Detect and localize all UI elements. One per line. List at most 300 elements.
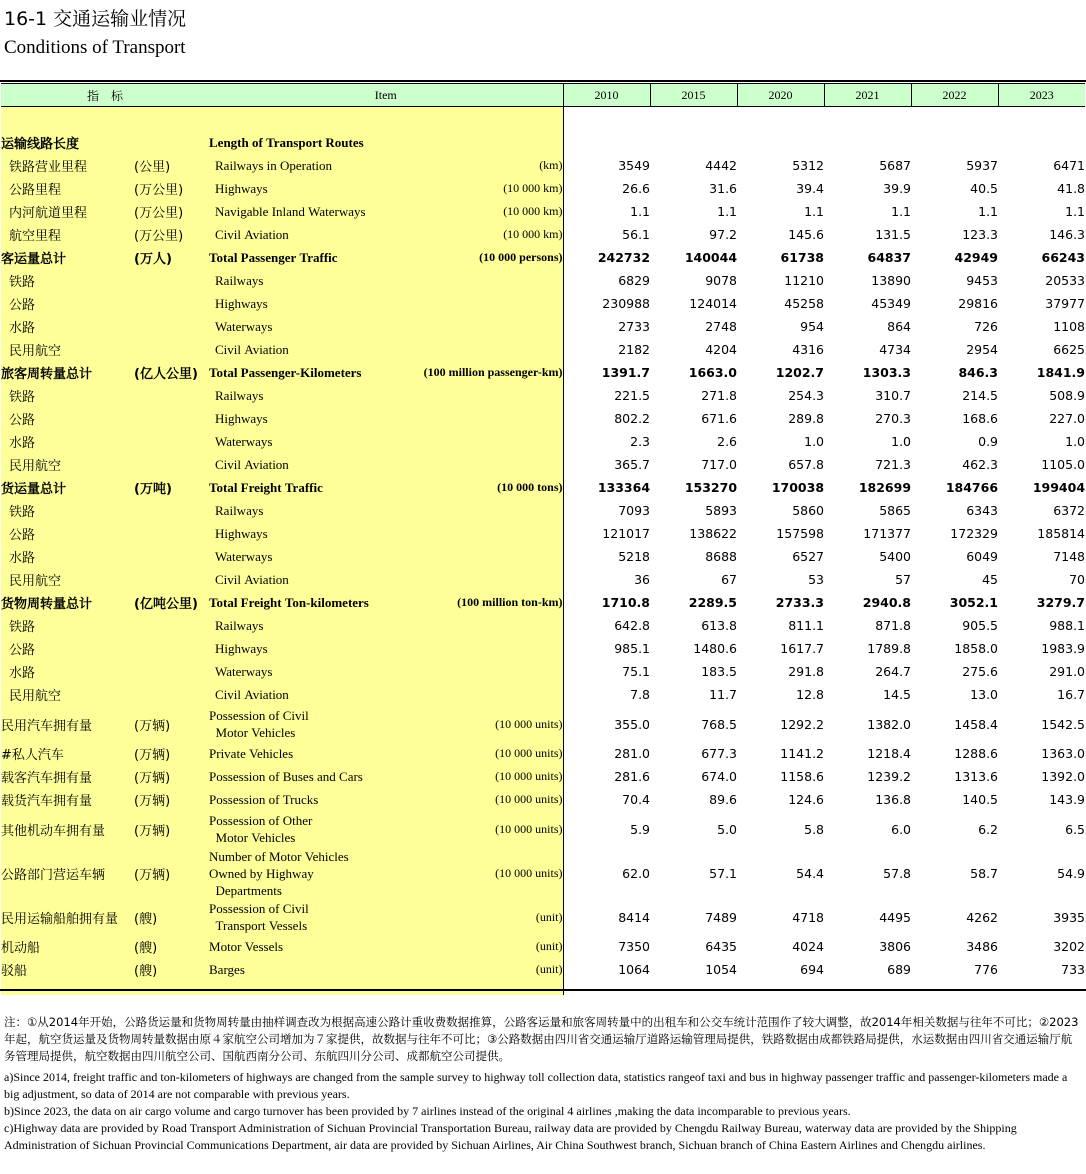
data-cell: 1789.8 [867,641,912,656]
table-row [1,899,1085,935]
data-cell: 1303.3 [862,365,912,380]
data-cell: 16.7 [1057,687,1086,702]
item-name-cn: 民用航空 [1,568,134,591]
header-year: 2023 [998,84,1085,107]
data-cell: 733 [1061,962,1086,977]
data-cell: 146.3 [1049,227,1086,242]
item-unit-cn: (艘) [134,935,209,958]
data-cell: 171377 [863,526,912,541]
item-name-en: Railways in Operation [209,154,405,177]
data-cell: 1.1 [804,204,825,219]
item-unit-cn: (万辆) [134,765,209,788]
table-row [1,591,1085,614]
item-name-cn: #私人汽车 [1,742,134,765]
item-name-cn: 铁路营业里程 [1,154,134,177]
item-unit-cn [134,568,209,591]
item-unit-cn: (艘) [134,899,209,935]
item-unit-en [405,407,563,430]
data-cell: 57.8 [883,865,912,881]
data-cell: 7.8 [630,687,651,702]
item-name-cn: 其他机动车拥有量 [1,811,134,847]
data-cell: 988.1 [1049,618,1086,633]
table-row [1,154,1085,177]
data-cell: 5860 [792,503,825,518]
data-cell: 4204 [705,342,738,357]
item-name-cn: 内河航道里程 [1,200,134,223]
item-name-cn: 民用航空 [1,453,134,476]
data-cell: 5937 [966,158,999,173]
data-cell: 123.3 [962,227,999,242]
item-unit-cn [134,407,209,430]
data-cell: 3486 [966,939,999,954]
item-name-cn: 驳船 [1,958,134,981]
data-cell: 45 [982,572,999,587]
data-cell: 42949 [954,250,999,265]
item-unit-cn: (艘) [134,958,209,981]
item-name-cn: 铁路 [1,269,134,292]
item-unit-en [405,637,563,660]
data-cell: 9078 [705,273,738,288]
item-name-en: Railways [209,269,405,292]
data-cell: 1054 [705,962,738,977]
data-cell: 462.3 [962,457,999,472]
item-name-cn: 公路 [1,522,134,545]
table-row [1,811,1085,847]
data-cell [911,131,998,154]
data-cell: 726 [974,319,999,334]
data-cell: 1382.0 [867,716,912,732]
table-row [1,706,1085,742]
item-unit-cn: (万辆) [134,847,209,899]
data-cell: 1663.0 [688,365,738,380]
item-unit-cn [134,430,209,453]
data-cell: 182699 [858,480,912,495]
data-cell: 2748 [705,319,738,334]
item-unit-cn: (万辆) [134,706,209,742]
item-name-cn: 运输线路长度 [1,131,134,154]
data-cell: 140044 [684,250,738,265]
item-name-cn: 民用运输船舶拥有量 [1,899,134,935]
bottom-rule [0,989,1086,991]
data-cell: 717.0 [701,457,738,472]
item-unit-cn [134,522,209,545]
data-cell: 140.5 [962,792,999,807]
item-name-en: Highways [209,522,405,545]
transport-table [1,83,1085,995]
item-name-en: Total Passenger Traffic [209,246,405,269]
table-row [1,765,1085,788]
data-cell: 5687 [879,158,912,173]
item-name-en: Civil Aviation [209,453,405,476]
item-unit-en: (unit) [405,958,563,981]
item-name-en: Number of Motor Vehicles Owned by Highway Departments [209,847,405,899]
item-name-cn: 水路 [1,315,134,338]
table-row [1,568,1085,591]
table-row [1,200,1085,223]
data-cell: 6.0 [891,821,912,837]
data-cell: 185814 [1037,526,1086,541]
item-name-en: Railways [209,384,405,407]
page-title-cn: 16-1 交通运输业情况 [4,8,187,30]
item-unit-en [405,499,563,522]
item-name-en: Private Vehicles [209,742,405,765]
table-row [1,742,1085,765]
table-row [1,315,1085,338]
data-cell: 768.5 [701,716,738,732]
data-cell: 37977 [1045,296,1086,311]
data-cell: 133364 [597,480,651,495]
data-cell: 11210 [784,273,825,288]
item-unit-cn [134,453,209,476]
data-cell: 6435 [705,939,738,954]
table-body [1,107,1085,996]
item-name-cn: 铁路 [1,499,134,522]
item-unit-en: (unit) [405,899,563,935]
item-name-cn: 民用航空 [1,683,134,706]
data-cell: 270.3 [875,411,912,426]
spacer-row [1,107,1085,132]
item-unit-en: (unit) [405,935,563,958]
item-unit-en: (10 000 units) [405,765,563,788]
item-name-en: Total Freight Ton-kilometers [209,591,405,614]
data-cell: 89.6 [709,792,738,807]
item-unit-en [405,522,563,545]
item-name-en: Barges [209,958,405,981]
header-year: 2015 [650,84,737,107]
table-row [1,384,1085,407]
data-cell: 3202 [1053,939,1086,954]
item-name-en: Civil Aviation [209,223,405,246]
table-row [1,637,1085,660]
table-row [1,788,1085,811]
data-cell: 29816 [958,296,999,311]
data-cell: 153270 [684,480,738,495]
item-name-en: Waterways [209,545,405,568]
data-cell: 954 [800,319,825,334]
data-cell: 143.9 [1049,792,1086,807]
table-row [1,269,1085,292]
data-cell: 1983.9 [1041,641,1086,656]
item-unit-en: (10 000 units) [405,811,563,847]
data-cell: 1.1 [630,204,651,219]
item-unit-cn: (亿人公里) [134,361,209,384]
table-row [1,614,1085,637]
item-unit-cn: (万人) [134,246,209,269]
data-cell: 168.6 [962,411,999,426]
data-cell: 289.8 [788,411,825,426]
data-cell: 905.5 [962,618,999,633]
item-unit-en [405,453,563,476]
data-cell: 1480.6 [693,641,738,656]
table-row [1,847,1085,899]
data-cell: 145.6 [788,227,825,242]
data-cell: 2733 [618,319,651,334]
data-cell: 4316 [792,342,825,357]
data-cell: 1.1 [978,204,999,219]
table-row [1,683,1085,706]
item-name-cn: 水路 [1,545,134,568]
item-unit-en [405,683,563,706]
data-cell: 26.6 [622,181,651,196]
table-row [1,338,1085,361]
item-unit-en: (10 000 km) [405,223,563,246]
item-unit-cn: (万辆) [134,811,209,847]
data-cell: 1617.7 [780,641,825,656]
data-cell: 12.8 [796,687,825,702]
data-cell: 70 [1069,572,1086,587]
item-name-en: Railways [209,499,405,522]
data-cell: 1391.7 [601,365,651,380]
data-cell [650,131,737,154]
item-unit-cn: (万吨) [134,476,209,499]
data-cell: 1158.6 [780,769,825,784]
data-cell: 75.1 [622,664,651,679]
data-cell: 2940.8 [862,595,912,610]
data-cell: 6343 [966,503,999,518]
item-unit-cn [134,660,209,683]
item-name-cn: 货运量总计 [1,476,134,499]
data-cell: 5.8 [804,821,825,837]
item-unit-cn: (万公里) [134,223,209,246]
item-name-en: Waterways [209,660,405,683]
item-unit-en [405,384,563,407]
item-unit-en: (100 million passenger-km) [405,361,563,384]
item-unit-cn: (亿吨公里) [134,591,209,614]
data-cell: 13.0 [970,687,999,702]
data-cell: 56.1 [622,227,651,242]
data-cell: 1392.0 [1041,769,1086,784]
data-cell: 14.5 [883,687,912,702]
note-b: b)Since 2023, the data on air cargo volume and cargo turnover has been provided by 7 airlines instead of the original 4 airlines ,making the data incomparable to previous years. [4,1104,851,1118]
data-cell [824,131,911,154]
table-row [1,499,1085,522]
item-name-cn: 铁路 [1,384,134,407]
data-cell: 1858.0 [954,641,999,656]
item-name-en: Possession of Buses and Cars [209,765,405,788]
item-unit-cn [134,269,209,292]
data-cell: 802.2 [614,411,651,426]
data-cell: 8414 [618,909,651,925]
item-name-en: Railways [209,614,405,637]
item-unit-en [405,269,563,292]
data-cell: 1.0 [1065,434,1086,449]
item-unit-cn: (公里) [134,154,209,177]
data-cell: 4024 [792,939,825,954]
table-row [1,131,1085,154]
data-cell: 6.5 [1065,821,1086,837]
data-cell [737,131,824,154]
item-unit-cn [134,545,209,568]
data-cell: 1710.8 [601,595,651,610]
data-cell: 1.1 [1065,204,1086,219]
item-unit-cn [134,499,209,522]
data-cell: 642.8 [614,618,651,633]
data-cell: 985.1 [614,641,651,656]
item-name-en: Highways [209,292,405,315]
data-cell: 721.3 [875,457,912,472]
data-cell [998,131,1085,154]
item-unit-en: (10 000 units) [405,742,563,765]
item-name-en: Highways [209,407,405,430]
data-cell: 53 [808,572,825,587]
data-cell: 3052.1 [949,595,999,610]
data-cell: 6372 [1053,503,1086,518]
data-cell: 230988 [602,296,651,311]
data-cell: 136.8 [875,792,912,807]
data-cell: 214.5 [962,388,999,403]
data-cell: 64837 [867,250,912,265]
data-cell: 310.7 [875,388,912,403]
data-cell: 1.0 [891,434,912,449]
data-cell: 66243 [1041,250,1086,265]
data-cell: 7489 [705,909,738,925]
data-cell: 871.8 [875,618,912,633]
data-cell: 121017 [602,526,651,541]
data-cell: 97.2 [709,227,738,242]
item-name-cn: 公路 [1,292,134,315]
data-cell [563,131,650,154]
data-cell: 36 [634,572,651,587]
data-cell: 1141.2 [780,746,825,761]
item-unit-en [405,614,563,637]
data-cell: 811.1 [788,618,825,633]
data-cell: 124.6 [788,792,825,807]
item-name-cn: 货物周转量总计 [1,591,134,614]
table-row [1,246,1085,269]
data-cell: 776 [974,962,999,977]
table-row [1,223,1085,246]
table-row [1,545,1085,568]
data-cell: 221.5 [614,388,651,403]
item-name-cn: 机动船 [1,935,134,958]
data-cell: 138622 [689,526,738,541]
item-name-en: Total Passenger-Kilometers [209,361,405,384]
item-unit-cn [134,315,209,338]
data-cell: 3935 [1053,909,1086,925]
item-name-cn: 公路 [1,407,134,430]
data-cell: 183.5 [701,664,738,679]
item-unit-en [405,131,563,154]
data-cell: 264.7 [875,664,912,679]
data-cell: 5400 [879,549,912,564]
table-row [1,407,1085,430]
item-name-cn: 公路部门营运车辆 [1,847,134,899]
item-name-en: Total Freight Traffic [209,476,405,499]
data-cell: 5893 [705,503,738,518]
data-cell: 281.0 [614,746,651,761]
data-cell: 40.5 [970,181,999,196]
data-cell: 6.2 [978,821,999,837]
header-row [1,84,1085,107]
top-rule [0,80,1086,82]
table-row [1,177,1085,200]
data-cell: 1064 [618,962,651,977]
data-cell: 1841.9 [1036,365,1086,380]
table-row [1,522,1085,545]
item-unit-en: (10 000 units) [405,788,563,811]
data-cell: 1218.4 [867,746,912,761]
item-unit-en [405,545,563,568]
item-name-cn: 铁路 [1,614,134,637]
data-cell: 6527 [792,549,825,564]
table-row [1,476,1085,499]
data-cell: 170038 [771,480,825,495]
item-name-en: Possession of Civil Motor Vehicles [209,706,405,742]
data-cell: 54.4 [796,865,825,881]
data-cell: 677.3 [701,746,738,761]
data-cell: 671.6 [701,411,738,426]
item-name-en: Motor Vessels [209,935,405,958]
item-unit-cn: (万公里) [134,177,209,200]
item-name-en: Waterways [209,315,405,338]
data-cell: 54.9 [1057,865,1086,881]
item-name-en: Waterways [209,430,405,453]
item-name-cn: 民用汽车拥有量 [1,706,134,742]
data-cell: 3279.7 [1036,595,1086,610]
spacer-row [1,981,1085,995]
data-cell: 4734 [879,342,912,357]
item-name-cn: 载货汽车拥有量 [1,788,134,811]
item-unit-cn [134,338,209,361]
item-name-en: Length of Transport Routes [209,131,405,154]
header-year: 2021 [824,84,911,107]
data-cell: 657.8 [788,457,825,472]
item-name-cn: 水路 [1,660,134,683]
item-name-en: Civil Aviation [209,683,405,706]
data-cell: 7148 [1053,549,1086,564]
item-unit-en: (10 000 tons) [405,476,563,499]
item-name-en: Navigable Inland Waterways [209,200,405,223]
data-cell: 864 [887,319,912,334]
data-cell: 6471 [1053,158,1086,173]
data-cell: 70.4 [622,792,651,807]
item-name-en: Highways [209,177,405,200]
item-unit-en [405,292,563,315]
data-cell: 39.9 [883,181,912,196]
data-cell: 172329 [950,526,999,541]
data-cell: 3549 [618,158,651,173]
item-name-cn: 公路里程 [1,177,134,200]
data-cell: 613.8 [701,618,738,633]
item-unit-cn: (万辆) [134,742,209,765]
note-c: c)Highway data are provided by Road Transport Administration of Sichuan Provincial Transportation Bureau, railway data are provided by Chengdu Railway Bureau, waterway data are provided by the Shipping Administration of Sichuan Provincial Communications Department, air data are provided by Sichuan Airlines, Air China Southwest branch, Sichuan branch of China Eastern Airlines and Chengdu airlines. [4,1121,1017,1152]
item-unit-cn [134,637,209,660]
item-unit-en: (10 000 km) [405,177,563,200]
page-title-en: Conditions of Transport [4,37,186,58]
table-row [1,935,1085,958]
data-cell: 2.6 [717,434,738,449]
item-unit-cn: (万辆) [134,788,209,811]
data-cell: 1.0 [804,434,825,449]
item-unit-cn [134,614,209,637]
item-unit-en: (km) [405,154,563,177]
data-cell: 62.0 [622,865,651,881]
data-cell: 8688 [705,549,738,564]
item-unit-en: (10 000 persons) [405,246,563,269]
data-cell: 41.8 [1057,181,1086,196]
data-cell: 57 [895,572,912,587]
item-unit-cn [134,384,209,407]
data-cell: 291.0 [1049,664,1086,679]
item-name-en: Civil Aviation [209,568,405,591]
data-cell: 13890 [871,273,912,288]
header-label-cn: 指 标 [1,84,209,107]
data-cell: 1288.6 [954,746,999,761]
note-a: a)Since 2014, freight traffic and ton-kilometers of highways are changed from the sample survey to highway toll collection data, statistics rangeof taxi and bus in highway passenger traffic and passenger-kilometers made a big adjustment, so data of 2014 are not comparable with previous years. [4,1070,1068,1101]
data-cell: 689 [887,962,912,977]
data-cell: 365.7 [614,457,651,472]
data-cell: 7350 [618,939,651,954]
